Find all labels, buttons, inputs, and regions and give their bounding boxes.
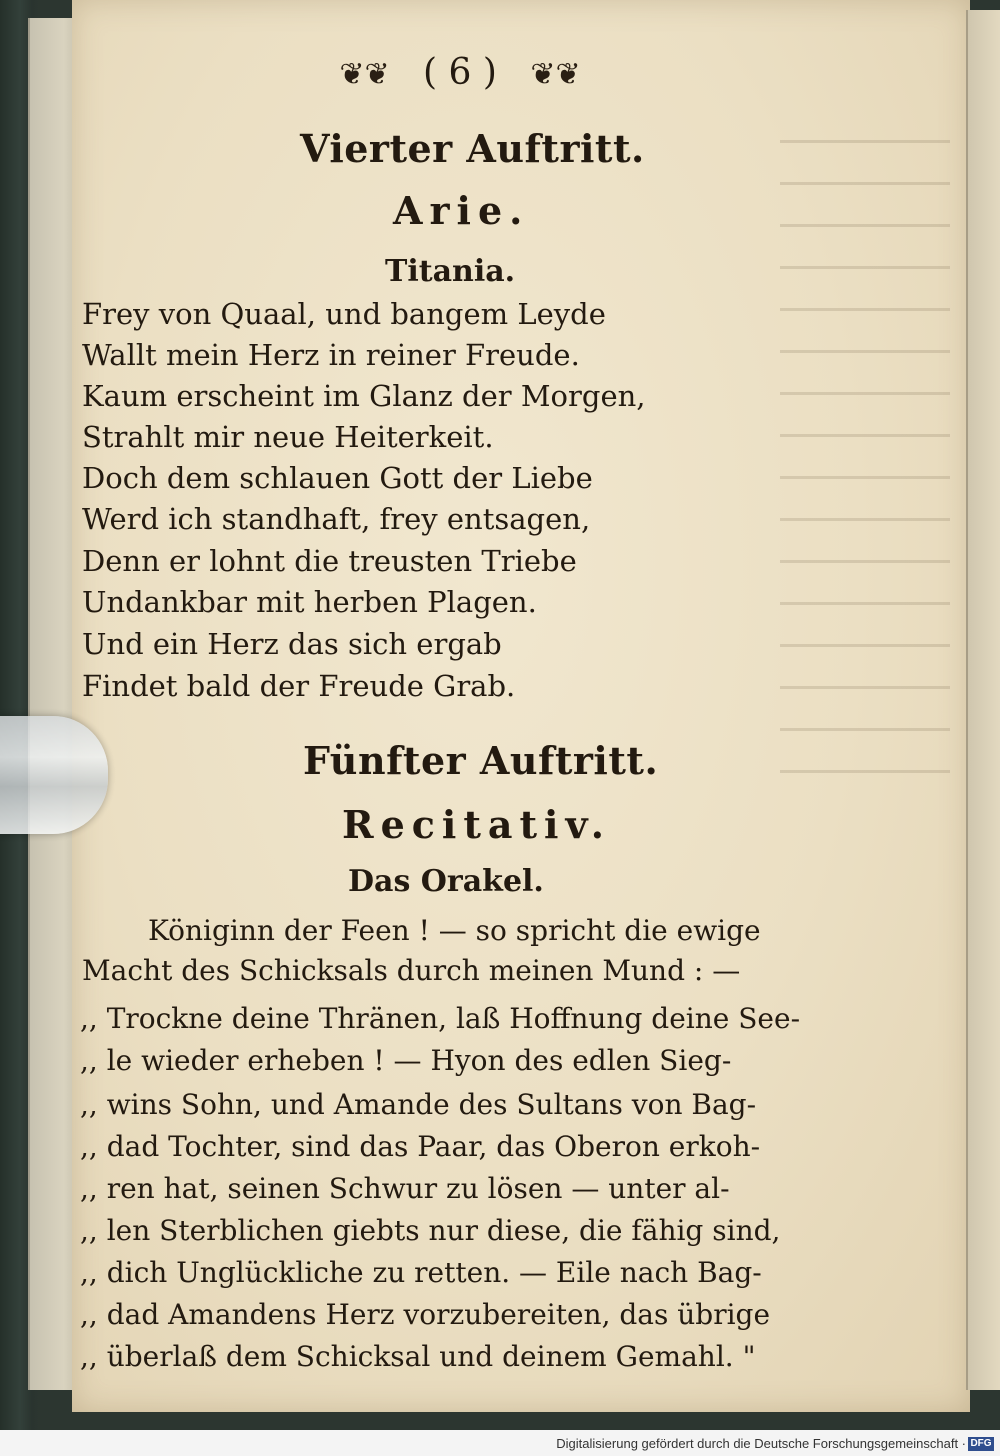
aria-line: Doch dem schlauen Gott der Liebe: [82, 461, 593, 495]
recitative-line: Macht des Schicksals durch meinen Mund : —: [82, 954, 741, 987]
scene4-speaker: Titania.: [385, 254, 516, 289]
page-clip: [0, 716, 108, 834]
aria-line: Frey von Quaal, und bangem Leyde: [82, 297, 606, 331]
aria-line: Strahlt mir neue Heiterkeit.: [82, 420, 494, 454]
scene4-heading: Vierter Auftritt.: [300, 126, 645, 171]
recitative-line: ,, le wieder erheben ! — Hyon des edlen Sieg-: [80, 1044, 732, 1077]
recitative-line: ,, dad Amandens Herz vorzubereiten, das übrige: [80, 1298, 771, 1331]
recitative-line: ,, Trockne deine Thränen, laß Hoffnung deine See-: [80, 1002, 801, 1035]
recitative-line: ,, dich Unglückliche zu retten. — Eile nach Bag-: [80, 1256, 762, 1289]
digitization-credit: Digitalisierung gefördert durch die Deutsche Forschungsgemeinschaft ·: [556, 1436, 966, 1451]
aria-line: Werd ich standhaft, frey entsagen,: [82, 502, 591, 536]
aria-line: Denn er lohnt die treusten Triebe: [82, 544, 577, 578]
aria-line: Wallt mein Herz in reiner Freude.: [82, 338, 580, 372]
aria-line: Kaum erscheint im Glanz der Morgen,: [82, 379, 646, 413]
aria-line: Findet bald der Freude Grab.: [82, 669, 516, 703]
scene5-heading: Fünfter Auftritt.: [303, 738, 659, 783]
scene4-section: Arie.: [393, 188, 530, 233]
recitative-line: ,, ren hat, seinen Schwur zu lösen — unter al-: [80, 1172, 730, 1205]
show-through-text: [780, 110, 950, 810]
scene5-speaker: Das Orakel.: [348, 864, 544, 899]
aria-line: Und ein Herz das sich ergab: [82, 627, 502, 661]
recitative-line: ,, überlaß dem Schicksal und deinem Gemahl. ": [80, 1340, 756, 1373]
page-number: ( 6 ): [423, 52, 497, 93]
ornament-right-icon: ❦❦: [530, 57, 581, 92]
ornament-left-icon: ❦❦: [339, 57, 390, 92]
dfg-logo-icon: DFG: [968, 1437, 994, 1451]
recitative-line: Königinn der Feen ! — so spricht die ewige: [148, 914, 761, 947]
aria-line: Undankbar mit herben Plagen.: [82, 585, 537, 619]
next-page-edge: [966, 10, 1000, 1390]
recitative-line: ,, len Sterblichen giebts nur diese, die fähig sind,: [80, 1214, 781, 1247]
page-header: [300, 52, 620, 93]
recitative-line: ,, dad Tochter, sind das Paar, das Oberon erkoh-: [80, 1130, 761, 1163]
recitative-line: ,, wins Sohn, und Amande des Sultans von Bag-: [80, 1088, 757, 1121]
scene5-section: Recitativ.: [342, 802, 611, 847]
